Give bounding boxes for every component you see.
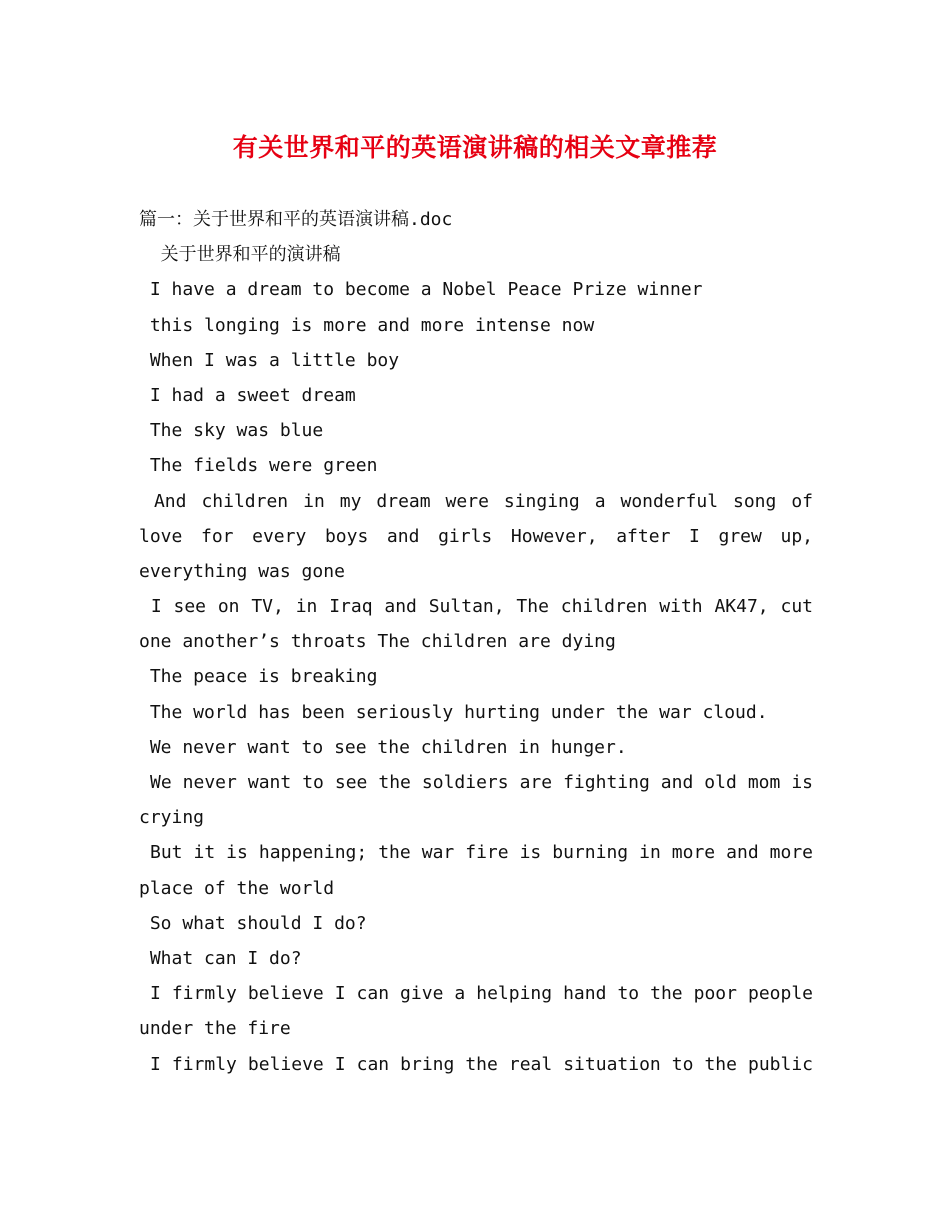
text-line: love for every boys and girls However, after I grew up,: [139, 525, 813, 547]
text-line: I see on TV, in Iraq and Sultan, The children with AK47, cut: [139, 596, 813, 618]
text-line: The fields were green: [139, 455, 378, 477]
document-body: [139, 202, 813, 1082]
text-line: this longing is more and more intense now: [139, 314, 595, 336]
text-line: one another’s throats The children are dying: [139, 631, 616, 653]
text-line: 关于世界和平的演讲稿: [139, 244, 341, 266]
text-line: I firmly believe I can bring the real situation to the public: [139, 1053, 813, 1075]
text-line: I firmly believe I can give a helping hand to the poor people: [139, 983, 813, 1005]
text-line: place of the world: [139, 877, 335, 899]
text-line: And children in my dream were singing a wonderful song of: [139, 490, 813, 512]
text-line: The sky was blue: [139, 420, 324, 442]
text-line: crying: [139, 807, 205, 829]
text-line: The peace is breaking: [139, 666, 378, 688]
text-line: We never want to see the soldiers are fighting and old mom is: [139, 772, 813, 793]
text-line: But it is happening; the war fire is burning in more and more: [139, 842, 813, 864]
text-line: 篇一：关于世界和平的英语演讲稿.doc: [139, 209, 453, 230]
text-line: under the fire: [139, 1018, 291, 1040]
text-line: We never want to see the children in hunger.: [139, 736, 627, 758]
text-line: When I was a little boy: [139, 349, 400, 371]
text-line: everything was gone: [139, 560, 345, 582]
text-line: I have a dream to become a Nobel Peace Prize winner: [139, 279, 703, 301]
text-line: The world has been seriously hurting under the war cloud.: [139, 701, 768, 723]
text-line: So what should I do?: [139, 912, 367, 934]
text-line: I had a sweet dream: [139, 384, 356, 406]
text-line: What can I do?: [139, 947, 302, 969]
document-title: 有关世界和平的英语演讲稿的相关文章推荐: [232, 133, 718, 162]
